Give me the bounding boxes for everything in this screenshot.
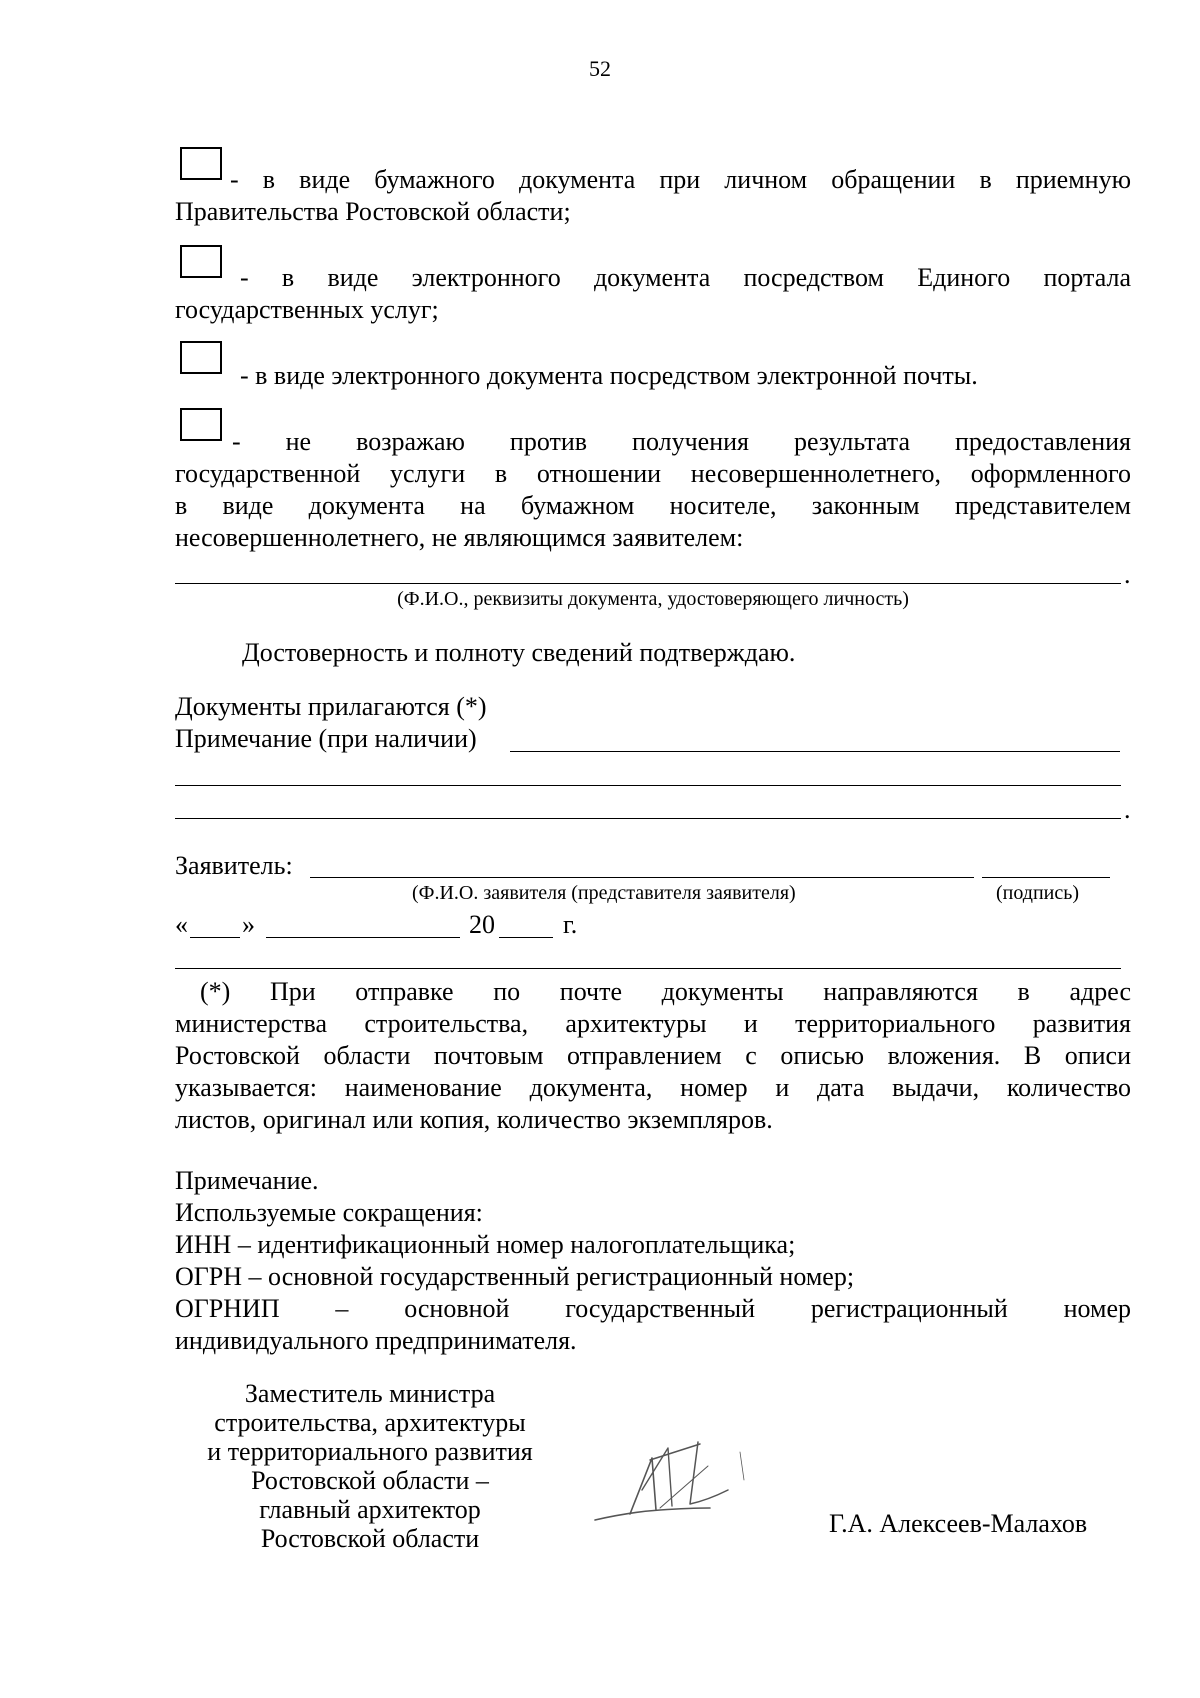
fio-line-end-dot: . — [1124, 560, 1131, 589]
signatory-name: Г.А. Алексеев-Малахов — [829, 1509, 1088, 1538]
option-no-objection-checkbox[interactable] — [180, 408, 222, 441]
footnote-separator — [175, 968, 1121, 969]
option-portal-checkbox[interactable] — [180, 245, 222, 278]
footnote-line5: листов, оригинал или копия, количество экземпляров. — [175, 1105, 773, 1134]
note-field-line1[interactable] — [510, 751, 1120, 752]
option-paper-line2: Правительства Ростовской области; — [175, 197, 571, 226]
option-paper-checkbox[interactable] — [180, 147, 222, 180]
date-open-quote: « — [175, 910, 188, 939]
date-day-field[interactable] — [190, 937, 240, 938]
applicant-caption: (Ф.И.О. заявителя (представителя заявителя) — [412, 882, 796, 904]
abbr-ogrnip-line1: ОГРНИП – основной государственный регистрационный номер — [175, 1294, 1131, 1323]
option-no-objection-line2: государственной услуги в отношении несовершеннолетнего, оформленного — [175, 459, 1131, 488]
fio-underline[interactable] — [175, 583, 1121, 584]
option-portal-line2: государственных услуг; — [175, 295, 439, 324]
option-no-objection-line3: в виде документа на бумажном носителе, законным представителем — [175, 491, 1131, 520]
applicant-signature-field[interactable] — [982, 877, 1110, 878]
abbr-ogrn: ОГРН – основной государственный регистрационный номер; — [175, 1262, 855, 1291]
footnote-line2: министерства строительства, архитектуры и территориального развития — [175, 1009, 1131, 1038]
date-year-suffix: г. — [563, 910, 578, 939]
note-label: Примечание (при наличии) — [175, 724, 477, 753]
option-no-objection-line4: несовершеннолетнего, не являющимся заявителем: — [175, 523, 744, 552]
abbr-ogrnip-line2: индивидуального предпринимателя. — [175, 1326, 577, 1355]
date-month-field[interactable] — [266, 937, 460, 938]
note-field-line2[interactable] — [175, 785, 1121, 786]
note-field-line3[interactable] — [175, 818, 1121, 819]
signatory-position-line: строительства, архитектуры — [214, 1408, 526, 1437]
footnote-line4: указывается: наименование документа, номер и дата выдачи, количество — [175, 1073, 1131, 1102]
abbr-subtitle: Используемые сокращения: — [175, 1198, 483, 1227]
date-year-prefix: 20 — [469, 910, 495, 939]
signatory-position-line: главный архитектор — [259, 1495, 481, 1524]
date-close-quote: » — [242, 910, 255, 939]
footnote-line1: (*) При отправке по почте документы направляются в адрес — [200, 977, 1131, 1006]
applicant-name-field[interactable] — [310, 877, 974, 878]
abbr-inn: ИНН – идентификационный номер налогоплательщика; — [175, 1230, 796, 1259]
signatory-position-line: Заместитель министра — [244, 1379, 496, 1408]
note-line-end-dot: . — [1124, 795, 1131, 824]
signatory-position — [190, 1379, 550, 1553]
signatory-position-line: Ростовской области — [260, 1524, 480, 1553]
applicant-label: Заявитель: — [175, 851, 293, 880]
page-number: 52 — [589, 56, 611, 81]
fio-caption: (Ф.И.О., реквизиты документа, удостоверяющего личность) — [397, 588, 909, 610]
option-email-checkbox[interactable] — [180, 341, 222, 374]
date-year-field[interactable] — [499, 937, 553, 938]
signatory-position-line: и территориального развития — [207, 1437, 533, 1466]
footnote-line3: Ростовской области почтовым отправлением с описью вложения. В описи — [175, 1041, 1131, 1070]
option-portal-line1: - в виде электронного документа посредством Единого портала — [240, 263, 1131, 292]
documents-attached: Документы прилагаются (*) — [175, 692, 487, 721]
confirmation-text: Достоверность и полноту сведений подтверждаю. — [242, 638, 796, 667]
signature-caption: (подпись) — [996, 882, 1080, 904]
handwritten-signature — [590, 1430, 760, 1530]
signatory-position-line: Ростовской области – — [251, 1466, 489, 1495]
option-paper-line1: - в виде бумажного документа при личном обращении в приемную — [230, 165, 1131, 194]
option-email-line1: - в виде электронного документа посредством электронной почты. — [240, 361, 978, 390]
option-no-objection-line1: - не возражаю против получения результата предоставления — [232, 427, 1131, 456]
abbr-title: Примечание. — [175, 1166, 319, 1195]
